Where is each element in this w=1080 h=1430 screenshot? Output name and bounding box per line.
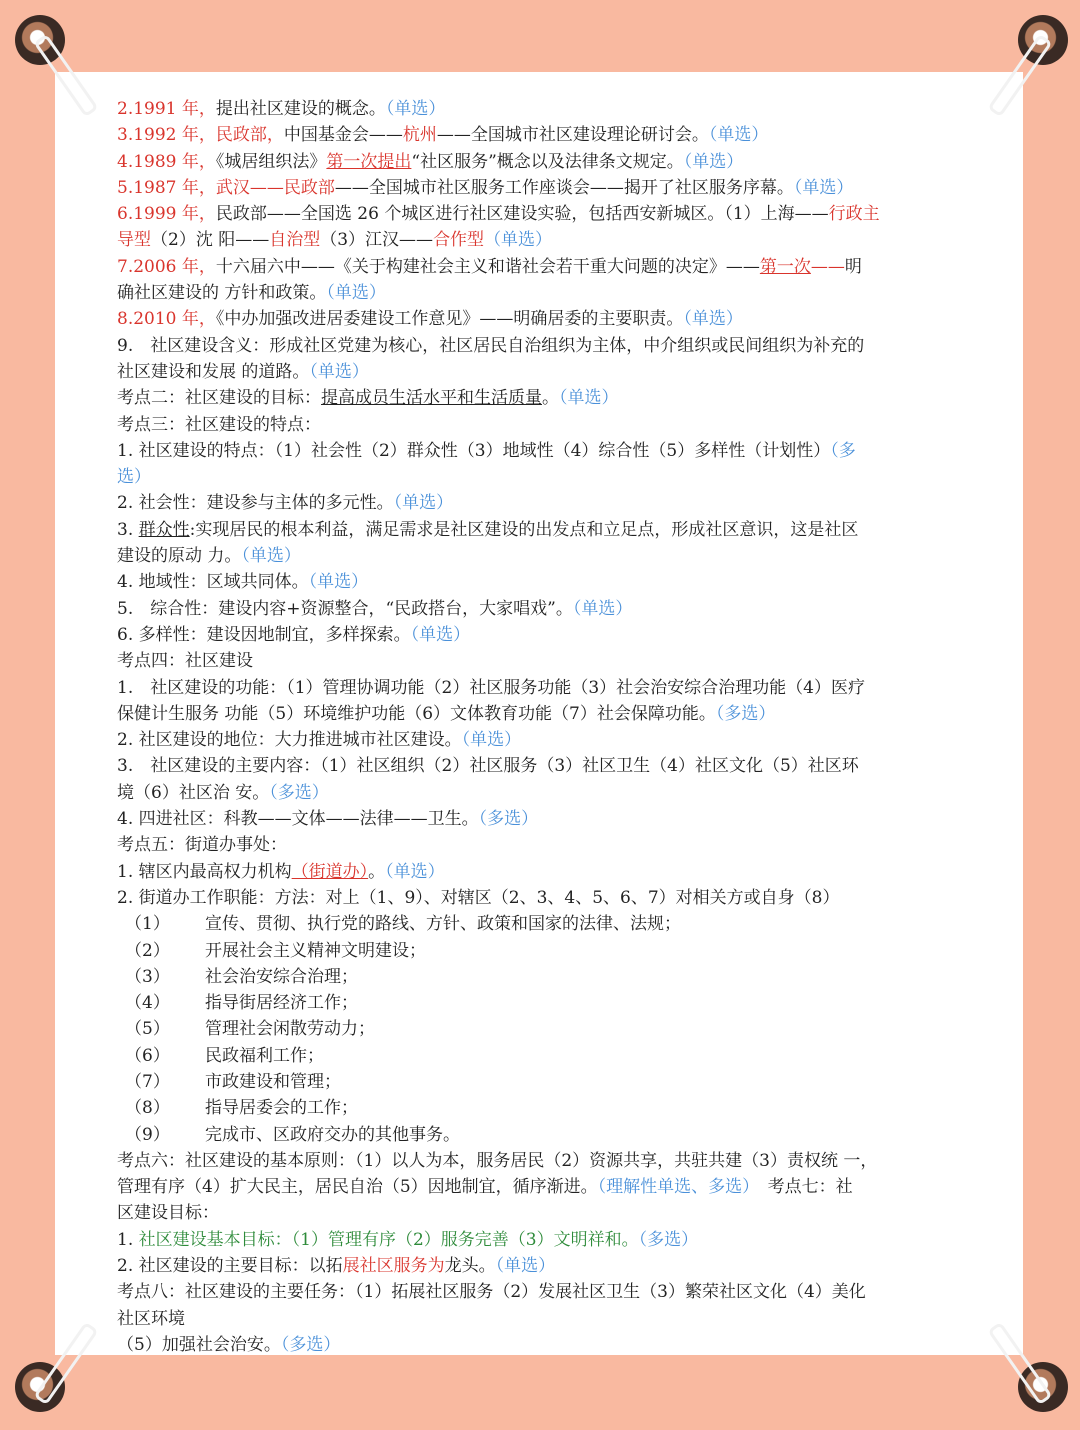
note-text: 提高成员生活水平和生活质量 <box>321 388 542 409</box>
note-text: 2. 社会性：建设参与主体的多元性。 <box>117 493 394 514</box>
duty-text: 民政福利工作； <box>205 1045 324 1066</box>
duty-number: （7） <box>125 1071 170 1092</box>
note-text: 区建设目标： <box>117 1203 219 1224</box>
note-text: （单选） <box>309 361 369 382</box>
note-text: 展社区服务为 <box>342 1256 445 1277</box>
note-text: （单选） <box>572 598 633 619</box>
duty-text: 市政建设和管理； <box>205 1071 341 1092</box>
note-text: 。 <box>542 388 559 409</box>
note-text: 考点六：社区建设的基本原则：（1）以人为本，服务居民（2）资源共享，共驻共建（3）责权统 一， <box>117 1150 878 1171</box>
note-text: 1. <box>117 1229 139 1250</box>
note-line <box>117 964 977 990</box>
note-line <box>117 990 977 1016</box>
note-text: （街道办） <box>291 861 369 882</box>
note-text: ——全国城市社区服务工作座谈会——揭开了社区服务序幕。 <box>334 177 794 198</box>
note-line <box>117 1332 977 1358</box>
note-line <box>117 701 977 727</box>
note-text: 提出社区建设的概念。 <box>215 99 386 119</box>
duty-text: 完成市、区政府交办的其他事务。 <box>205 1124 460 1145</box>
note-text: （单选） <box>484 230 553 251</box>
note-text: 境（6）社区治 安。 <box>117 782 270 803</box>
note-text: 社区建设基本目标：（1）管理有序（2）服务完善（3）文明祥和。 <box>138 1229 639 1250</box>
note-text: 社区建设和发展 的道路。 <box>117 361 310 382</box>
note-text: （单选） <box>393 493 454 514</box>
note-text: （5）加强社会治安。 <box>117 1334 281 1355</box>
duty-number: （1） <box>125 914 170 935</box>
note-text: （单选） <box>793 177 854 198</box>
note-text: 9. 社区建设含义：形成社区党建为核心，社区居民自治组织为主体，中介组织或民间组织为补充的 <box>117 335 865 356</box>
note-text: 3.1992 年，民政部， <box>117 125 284 146</box>
duty-text: 开展社会主义精神文明建设； <box>205 940 426 961</box>
note-text: 合作型 <box>433 230 485 251</box>
note-line <box>117 1069 977 1095</box>
note-text: —— <box>810 256 845 277</box>
note-text: 第一次 <box>759 256 811 277</box>
note-text: 1. 社区建设的功能：（1）管理协调功能（2）社区服务功能（3）社会治安综合治理功能（4）医疗 <box>117 677 865 698</box>
note-line <box>117 832 977 858</box>
note-line <box>117 622 977 648</box>
note-text: 2. 社区建设的地位：大力推进城市社区建设。 <box>117 730 462 751</box>
note-text: （单选） <box>241 546 301 567</box>
note-text: 6.1999 年， <box>117 204 216 225</box>
note-line <box>117 648 977 674</box>
note-text: 1. 辖区内最高权力机构 <box>117 861 292 882</box>
note-text: “社区服务”概念以及法律条文规定。 <box>411 151 684 172</box>
note-line <box>117 96 977 122</box>
note-line <box>117 1122 977 1148</box>
note-text: 7.2006 年， <box>117 256 216 277</box>
note-line <box>117 911 977 937</box>
duty-text: 管理社会闲散劳动力； <box>205 1019 375 1040</box>
note-text: 考点四：社区建设 <box>117 651 253 672</box>
duty-text: 宣传、贯彻、执行党的路线、方针、政策和国家的法律、法规； <box>205 914 681 935</box>
note-text: 3. <box>117 519 139 540</box>
note-text: 《中办加强改进居委建设工作意见》——明确居委的主要职责。 <box>215 309 684 330</box>
note-text: （单选） <box>683 151 744 172</box>
note-text: （单选） <box>308 572 369 593</box>
note-line <box>117 1095 977 1121</box>
note-text: （单选） <box>385 861 445 882</box>
note-line <box>117 1174 977 1200</box>
note-line <box>117 753 977 779</box>
note-line <box>117 201 977 227</box>
note-text: （单选） <box>559 388 619 409</box>
note-text: 民政部——全国选 26 个城区进行社区建设实验，包括西安新城区。（1）上海—— <box>215 204 829 225</box>
note-text: （单选） <box>326 283 386 304</box>
note-line <box>117 385 977 411</box>
note-line <box>117 227 977 253</box>
note-text: （单选） <box>683 309 743 330</box>
note-text: 自治型 <box>269 230 321 251</box>
note-text: 5.1987 年，武汉——民政部 <box>117 177 335 198</box>
note-line <box>117 938 977 964</box>
note-line <box>117 412 977 438</box>
note-text: 8.2010 年， <box>117 309 216 330</box>
note-text: 。 <box>368 861 386 882</box>
note-text: 1. 社区建设的特点：（1）社会性（2）群众性（3）地域性（4）综合性（5）多样性（计划性） <box>117 440 831 461</box>
note-line <box>117 359 977 385</box>
note-text: 十六届六中——《关于构建社会主义和谐社会若干重大问题的决定》—— <box>215 256 760 277</box>
note-text: 考点三：社区建设的特点： <box>117 414 321 435</box>
note-text: 第一次提出 <box>326 151 412 172</box>
note-text: 4. 四进社区：科教——文体——法律——卫生。 <box>117 809 479 830</box>
note-line <box>117 596 977 622</box>
note-text: 3. 社区建设的主要内容：（1）社区组织（2）社区服务（3）社区卫生（4）社区文化（5）社区环 <box>117 756 859 777</box>
note-line <box>117 727 977 753</box>
note-text: 考点五：街道办事处： <box>117 835 287 856</box>
note-text: 龙头。 <box>444 1256 496 1277</box>
note-text: 杭州 <box>402 125 437 146</box>
note-text: 确社区建设的 方针和政策。 <box>117 283 327 304</box>
note-text: 《城居组织法》 <box>215 151 327 172</box>
duty-number: （5） <box>125 1019 170 1040</box>
note-text: 导型 <box>117 230 151 251</box>
note-text: 5. 综合性：建设内容+资源整合，“民政搭台，大家唱戏”。 <box>117 598 573 619</box>
note-line <box>117 859 977 885</box>
note-line <box>117 254 977 280</box>
note-line <box>117 1279 977 1305</box>
note-line <box>117 1253 977 1279</box>
note-text: 群众性 <box>138 519 190 540</box>
note-line <box>117 149 977 175</box>
note-text: （多 <box>830 440 856 461</box>
note-text: 保健计生服务 功能（5）环境维护功能（6）文体教育功能（7）社会保障功能。 <box>117 703 716 724</box>
note-text: （单选） <box>708 125 769 146</box>
note-line <box>117 1016 977 1042</box>
duty-number: （4） <box>125 993 170 1014</box>
note-text: 建设的原动 力。 <box>117 546 242 567</box>
note-line <box>117 438 977 464</box>
note-text: 考点二：社区建设的目标： <box>117 388 321 409</box>
note-line <box>117 1043 977 1069</box>
note-line <box>117 333 977 359</box>
note-line <box>117 280 977 306</box>
note-line <box>117 780 977 806</box>
note-line <box>117 1148 977 1174</box>
note-text: （多选） <box>638 1229 699 1250</box>
note-line <box>117 517 977 543</box>
note-line <box>117 175 977 201</box>
note-text: 明 <box>844 256 862 277</box>
note-text: 行政主 <box>828 204 880 225</box>
note-text: 中国基金会—— <box>283 125 403 146</box>
note-text: （单选） <box>410 624 471 645</box>
note-text: （单选） <box>495 1256 556 1277</box>
note-text: 社区环境 <box>117 1308 185 1329</box>
note-line <box>117 306 977 332</box>
duty-number: （3） <box>125 966 170 987</box>
note-line <box>117 675 977 701</box>
note-text: （单选） <box>461 730 522 751</box>
duty-text: 社会治安综合治理； <box>205 966 358 987</box>
note-line <box>117 122 977 148</box>
duty-text: 指导街居经济工作； <box>205 993 358 1014</box>
note-text: （理解性单选、多选） <box>597 1177 751 1198</box>
duty-number: （6） <box>125 1045 170 1066</box>
note-line <box>117 543 977 569</box>
note-text: （2）沈 阳—— <box>151 230 270 251</box>
note-text: 4.1989 年， <box>117 151 216 172</box>
note-text: 考点七：社 <box>750 1177 853 1198</box>
note-text: :实现居民的根本利益，满足需求是社区建设的出发点和立足点，形成社区意识，这是社区 <box>189 519 859 540</box>
note-line <box>117 1227 977 1253</box>
note-line <box>117 569 977 595</box>
study-notes <box>117 96 977 1358</box>
note-line <box>117 806 977 832</box>
note-text: 2.1991 年， <box>117 99 216 119</box>
note-text: （多选） <box>478 809 539 830</box>
note-text: 考点八：社区建设的主要任务：（1）拓展社区服务（2）发展社区卫生（3）繁荣社区文化（4）美化 <box>117 1282 866 1303</box>
note-text: 6. 多样性：建设因地制宜，多样探索。 <box>117 624 411 645</box>
note-text: （3）江汉—— <box>320 230 434 251</box>
note-line <box>117 490 977 516</box>
note-text: （多选） <box>715 703 776 724</box>
note-text: 管理有序（4）扩大民主，居民自治（5）因地制宜，循序渐进。 <box>117 1177 598 1198</box>
note-text: ——全国城市社区建设理论研讨会。 <box>436 125 709 146</box>
note-line <box>117 885 977 911</box>
duty-number: （2） <box>125 940 170 961</box>
note-text: 2. 街道办工作职能：方法：对上（1、9）、对辖区（2、3、4、5、6、7）对相关方或自身（8） <box>117 887 840 908</box>
note-line <box>117 1306 977 1332</box>
note-text: 4. 地域性：区域共同体。 <box>117 572 309 593</box>
duty-text: 指导居委会的工作； <box>205 1098 358 1119</box>
duty-number: （8） <box>125 1098 170 1119</box>
note-text: （单选） <box>385 99 446 119</box>
note-text: （多选） <box>269 782 329 803</box>
note-text: 2. 社区建设的主要目标：以拓 <box>117 1256 343 1277</box>
note-text: （多选） <box>280 1334 341 1355</box>
note-line <box>117 1200 977 1226</box>
duty-number: （9） <box>125 1124 170 1145</box>
note-text: 选） <box>117 467 151 488</box>
note-line <box>117 464 977 490</box>
